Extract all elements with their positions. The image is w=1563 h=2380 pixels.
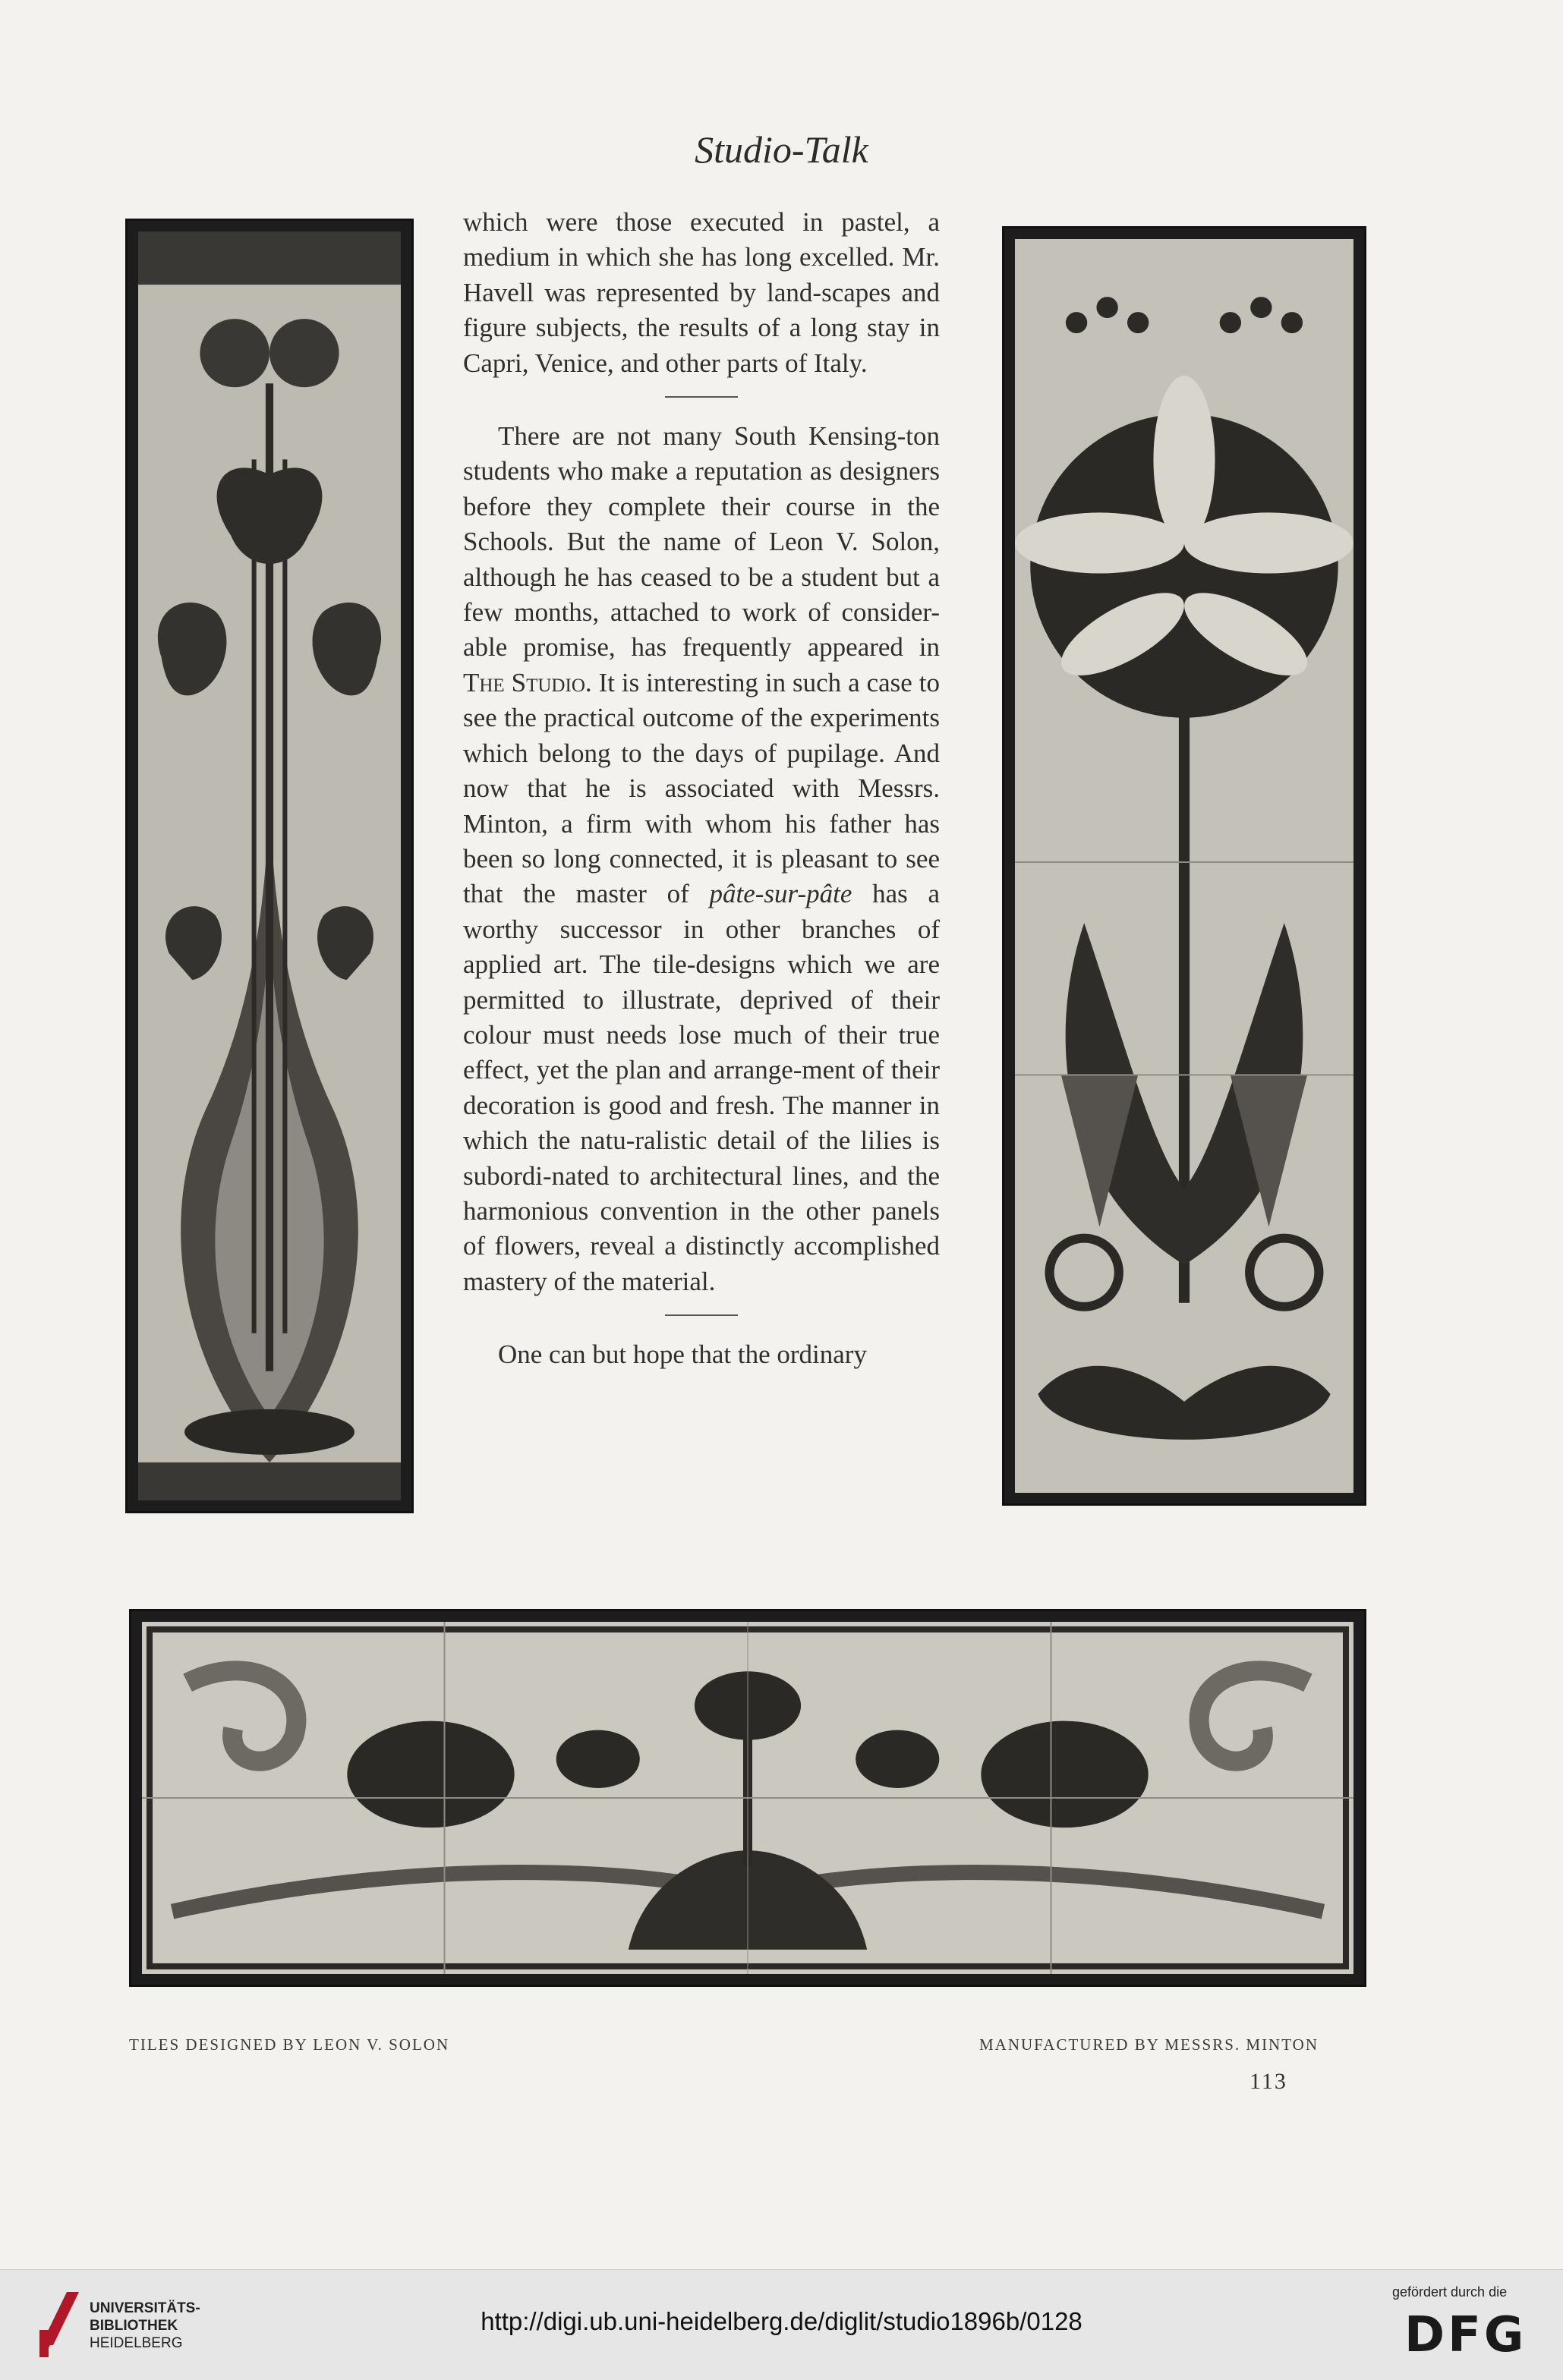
journal-name: The Studio. [463, 667, 592, 697]
running-title: Studio-Talk [695, 128, 868, 171]
page-number: 113 [1249, 2069, 1287, 2094]
tile-panel-frieze [129, 1609, 1366, 1987]
paragraph-1: which were those executed in pastel, a medium in which she has long excelled. Mr. Havell was represented by land-scapes and figure subjects, the results of a long stay in Capri, Venice, and other parts of Italy. [463, 207, 940, 378]
caption-designer: TILES DESIGNED BY LEON V. SOLON [129, 2035, 450, 2054]
paragraph-2 [463, 419, 940, 1299]
paragraph-2-end: has a worthy successor in other branches of applied art. The tile-designs which we are permitted to illustrate, deprived of their colour must needs lose much of their true effect, yet the plan and arrange-ment of their decoration is good and fresh. The manner in which the natu-ralistic detail of the lilies is subordi-nated to architectural lines, and the harmonious convention in the other panels of flowers, reveal a distinctly accomplished mastery of the material. [463, 879, 940, 1296]
frieze-tile-illustration [142, 1622, 1353, 1974]
section-rule-2 [665, 1314, 738, 1316]
poppy-tile-illustration [138, 231, 401, 1500]
section-rule [665, 396, 738, 398]
permalink-url[interactable]: http://digi.ub.uni-heidelberg.de/diglit/studio1896b/0128 [481, 2307, 1082, 2335]
tile-panel-lilies [1002, 226, 1366, 1506]
funding-note: gefördert durch die [1392, 2284, 1508, 2300]
library-name-line-2: BIBLIOTHEK [90, 2318, 178, 2334]
paragraph-2-start: There are not many South Kensing-ton students who make a reputation as designers before they complete their course in the Schools. But the name of Leon V. Solon, although he has ceased to be a student but a few months, attached to work of consider-able promise, has frequently appeared in [463, 421, 940, 663]
paragraph-3: One can but hope that the ordinary [498, 1340, 867, 1370]
lily-tile-illustration [1015, 239, 1353, 1493]
library-name-line-3: HEIDELBERG [90, 2335, 183, 2351]
dfg-logo: DFG [1404, 2307, 1527, 2363]
caption-manufacturer: MANUFACTURED BY MESSRS. MINTON [979, 2035, 1319, 2054]
paragraph-2-continued: It is interesting in such a case to see the practical outcome of the experiments which belong to the days of pupilage. And now that he is associated with Messrs. Minton, a firm with whom his father has been so long connected, it is pleasant to see that the master of [463, 667, 940, 909]
article-text [463, 205, 940, 1373]
technique-term: pâte-sur-pâte [709, 879, 852, 909]
tile-panel-poppies [125, 219, 414, 1513]
library-name-line-1: UNIVERSITÄTS- [90, 2300, 200, 2316]
